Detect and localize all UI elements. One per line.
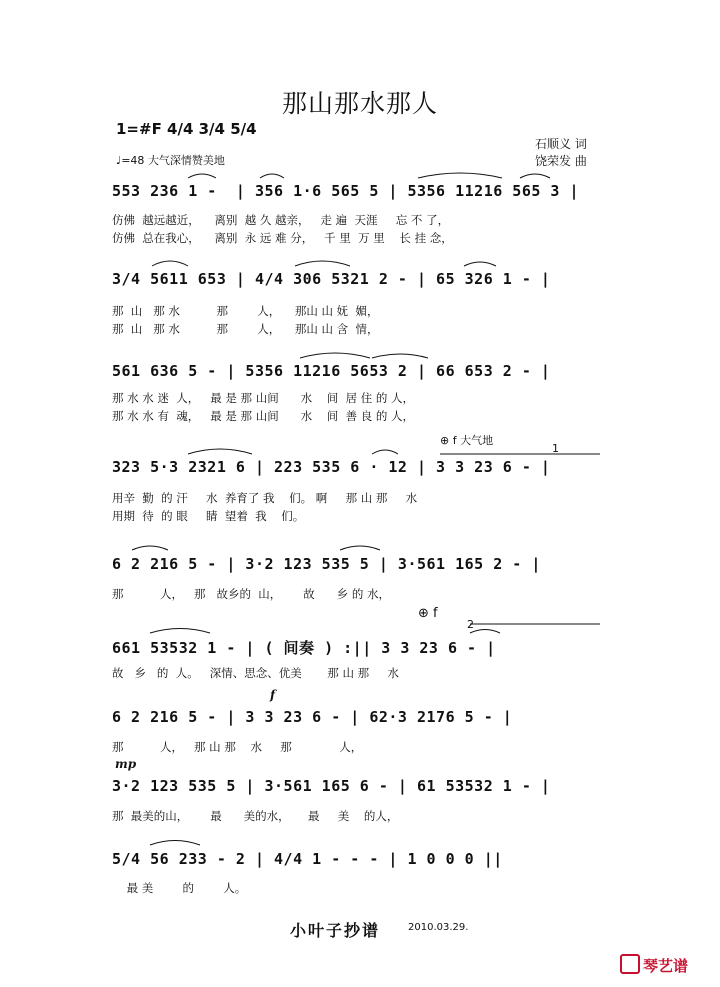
lyric-line-4b: 用期 待 的 眼 睛 望着 我 们。 bbox=[112, 509, 305, 523]
score-line-3: 561 636 5 - | 5356 11216 5653 2 | 66 653 2 - | bbox=[112, 362, 551, 380]
lyric-line-2a: 那 山 那 水 那 人， 那山 山 妩 媚， bbox=[112, 304, 379, 318]
score-line-2: 3/4 5611 653 | 4/4 306 5321 2 - | 65 326 1 - | bbox=[112, 270, 551, 288]
dynamic-mp: mp bbox=[115, 757, 137, 771]
lyric-line-9: 最 美 的 人。 bbox=[112, 881, 247, 895]
lyric-line-8: 那 最美的山， 最 美的水， 最 美 的人， bbox=[112, 809, 399, 823]
key-signature: 1=#F 4/4 3/4 5/4 bbox=[116, 120, 257, 138]
lyric-line-3b: 那 水 水 有 魂， 最 是 那 山间 水 间 善 良 的 人， bbox=[112, 409, 415, 423]
segno-mark-2: ⊕ f bbox=[418, 606, 438, 621]
score-line-7: 6 2 216 5 - | 3 3 23 6 - | 62·3 2176 5 - | bbox=[112, 708, 513, 726]
score-line-9: 5/4 56 233 - 2 | 4/4 1 - - - | 1 0 0 0 || bbox=[112, 850, 503, 868]
logo-text: 琴艺谱 bbox=[643, 957, 689, 975]
logo-icon bbox=[620, 954, 640, 974]
tempo-marking: ♩=48 大气深情赞美地 bbox=[116, 154, 225, 167]
score-line-1: 553 236 1 - | 356 1·6 565 5 | 5356 11216 565 3 | bbox=[112, 182, 580, 200]
lyric-line-2b: 那 山 那 水 那 人， 那山 山 含 情， bbox=[112, 322, 379, 336]
lyric-line-1b: 仿佛 总在我心， 离别 永 远 难 分， 千 里 万 里 长 挂 念， bbox=[112, 231, 453, 245]
ending-bracket-1: 1 bbox=[552, 442, 559, 455]
segno-mark-1: ⊕ f 大气地 bbox=[440, 434, 494, 447]
lyric-line-1a: 仿佛 越远越近， 离别 越 久 越亲， 走 遍 天涯 忘 不 了， bbox=[112, 213, 450, 227]
lyric-line-7: 那 人， 那 山 那 水 那 人， bbox=[112, 740, 363, 754]
dynamic-f: f bbox=[270, 688, 276, 702]
transcriber-name: 小叶子抄谱 bbox=[290, 921, 381, 940]
score-line-5: 6 2 216 5 - | 3·2 123 535 5 | 3·561 165 2 - | bbox=[112, 555, 541, 573]
lyric-line-5: 那 人， 那 故乡的 山， 故 乡 的 水， bbox=[112, 587, 390, 601]
score-line-8: 3·2 123 535 5 | 3·561 165 6 - | 61 53532 1 - | bbox=[112, 777, 551, 795]
ending-bracket-2: 2 bbox=[467, 618, 474, 631]
page-title: 那山那水那人 bbox=[281, 89, 438, 118]
lyric-line-3a: 那 水 水 迷 人， 最 是 那 山间 水 间 居 住 的 人， bbox=[112, 391, 415, 405]
lyricist: 石顺义 词 bbox=[535, 137, 587, 151]
site-logo[interactable] bbox=[620, 954, 688, 976]
score-line-4: 323 5·3 2321 6 | 223 535 6 · 12 | 3 3 23 6 - | bbox=[112, 458, 551, 476]
composer: 饶荣发 曲 bbox=[535, 154, 587, 168]
lyric-line-6: 故 乡 的 人。 深情、思念、优美 那 山 那 水 bbox=[112, 666, 399, 680]
lyric-line-4a: 用辛 勤 的 汗 水 养育了 我 们。 啊 那 山 那 水 bbox=[112, 491, 418, 505]
transcription-date: 2010.03.29. bbox=[408, 922, 469, 933]
score-line-6: 661 53532 1 - | ( 间奏 ) :|| 3 3 23 6 - | bbox=[112, 639, 496, 657]
